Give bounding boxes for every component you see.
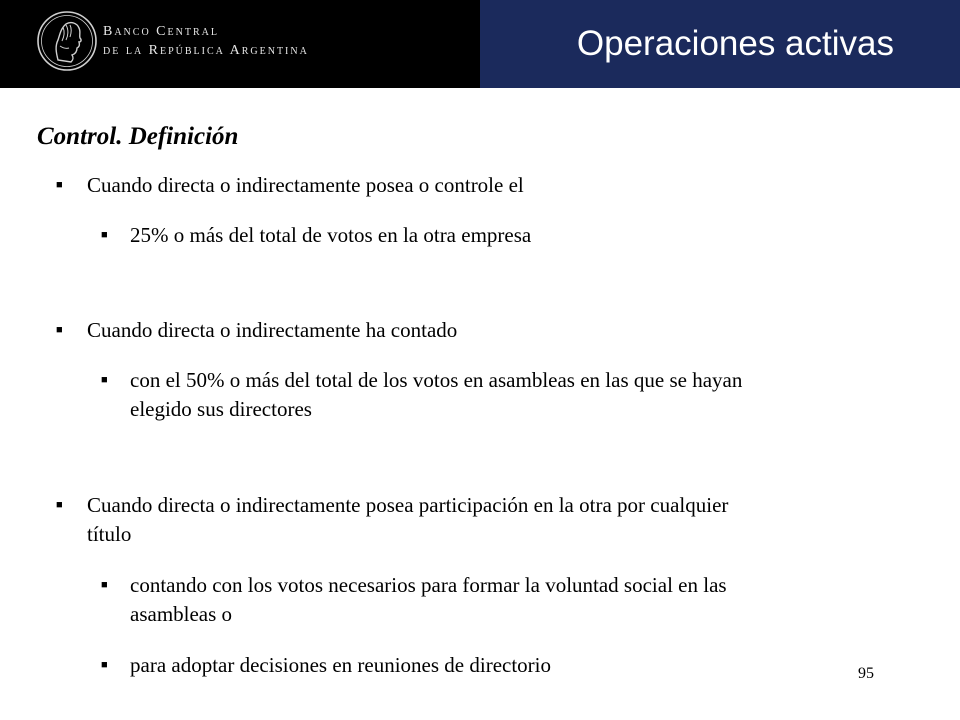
square-bullet-icon: ■: [101, 229, 108, 241]
bullet-text: Cuando directa o indirectamente ha contado: [87, 318, 458, 342]
bullet-text: elegido sus directores: [130, 397, 312, 421]
section-title: Operaciones activas: [576, 24, 894, 63]
page-number: 95: [858, 665, 874, 682]
square-bullet-icon: ■: [56, 179, 63, 191]
bank-name-line2: de la República Argentina: [103, 43, 309, 58]
bullet-text: contando con los votos necesarios para formar la voluntad social en las: [130, 573, 727, 597]
bullet-text: 25% o más del total de votos en la otra empresa: [130, 223, 532, 247]
bullet-text: con el 50% o más del total de los votos en asambleas en las que se hayan: [130, 368, 743, 392]
bank-seal-logo: [36, 10, 98, 72]
square-bullet-icon: ■: [56, 324, 63, 336]
bank-name-line1: Banco Central: [103, 24, 219, 39]
bullet-text: asambleas o: [130, 602, 233, 626]
bullet-text: para adoptar decisiones en reuniones de directorio: [130, 653, 551, 677]
bullet-text: título: [87, 522, 132, 546]
slide-heading: Control. Definición: [37, 123, 239, 150]
header-left-panel: [0, 0, 480, 88]
square-bullet-icon: ■: [101, 579, 108, 591]
slide-header: [0, 0, 960, 88]
bullet-text: Cuando directa o indirectamente posea o controle el: [87, 173, 524, 197]
square-bullet-icon: ■: [56, 499, 63, 511]
bullet-text: Cuando directa o indirectamente posea participación en la otra por cualquier: [87, 493, 729, 517]
bank-name: [103, 22, 309, 60]
square-bullet-icon: ■: [101, 374, 108, 386]
square-bullet-icon: ■: [101, 659, 108, 671]
header-right-panel: [480, 0, 960, 88]
